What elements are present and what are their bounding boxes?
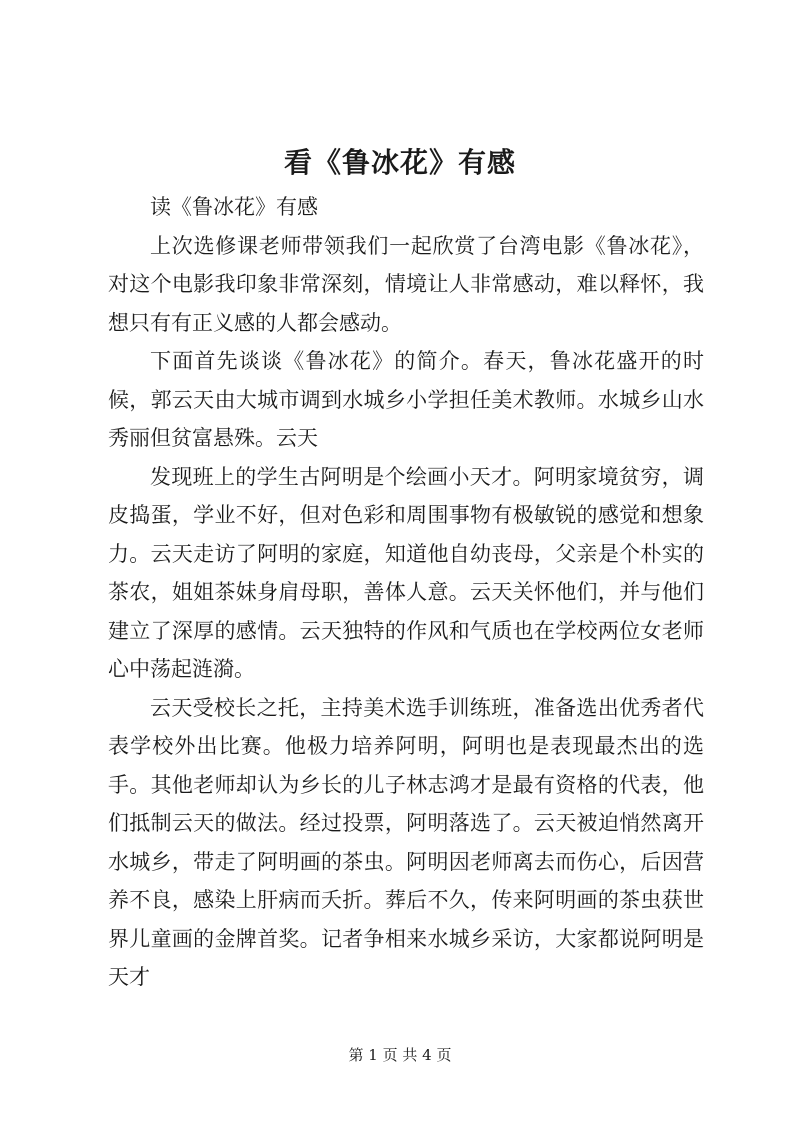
paragraph: 上次选修课老师带领我们一起欣赏了台湾电影《鲁冰花》，对这个电影我印象非常深刻，情境让人非常感动，难以释怀，我想只有有正义感的人都会感动。 (108, 233, 704, 335)
paragraph: 云天受校长之托，主持美术选手训练班，准备选出优秀者代表学校外出比赛。他极力培养阿明，阿明也是表现最杰出的选手。其他老师却认为乡长的儿子林志鸿才是最有资格的代表，他们抵制云天的做法。经过投票，阿明落选了。云天被迫悄然离开水城乡，带走了阿明画的茶虫。阿明因老师离去而伤心，后因营养不良，感染上肝病而夭折。葬后不久，传来阿明画的茶虫获世界儿童画的金牌首奖。记者争相来水城乡采访，大家都说阿明是天才 (108, 695, 704, 989)
paragraph: 读《鲁冰花》有感 (150, 195, 318, 219)
document-title: 看《鲁冰花》有感 (283, 146, 516, 179)
paragraph: 下面首先谈谈《鲁冰花》的简介。春天，鲁冰花盛开的时候，郭云天由大城市调到水城乡小学担任美术教师。水城乡山水秀丽但贫富悬殊。云天 (108, 349, 704, 450)
page-footer: 第 1 页 共 4 页 (348, 1046, 452, 1064)
paragraph: 发现班上的学生古阿明是个绘画小天才。阿明家境贫穷，调皮捣蛋，学业不好，但对色彩和周围事物有极敏锐的感觉和想象力。云天走访了阿明的家庭，知道他自幼丧母，父亲是个朴实的茶农，姐姐茶妹身肩母职，善体人意。云天关怀他们，并与他们建立了深厚的感情。云天独特的作风和气质也在学校两位女老师心中荡起涟漪。 (108, 464, 704, 681)
document-body (108, 188, 704, 997)
